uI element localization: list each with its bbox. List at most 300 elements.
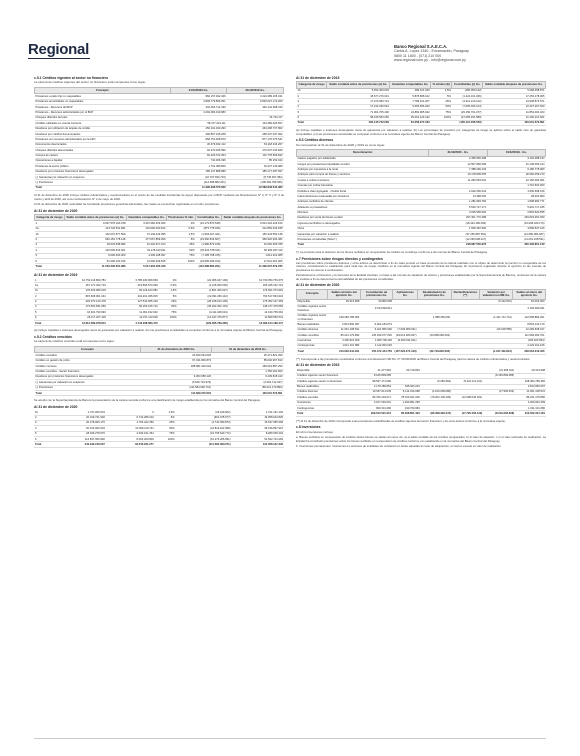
table-cell: 16.301.793.693 bbox=[52, 310, 107, 315]
table-cell: 5.112.016.098 bbox=[392, 389, 421, 394]
table-cell: 3.785.430.969.669 bbox=[107, 278, 159, 283]
bank-info bbox=[394, 44, 554, 63]
table-cell: (2.094.712.347) bbox=[212, 380, 284, 385]
table-cell: 50% bbox=[431, 104, 452, 109]
table-cell: 12.190.765.662 bbox=[229, 310, 284, 315]
table-cell: 215.596.574.093 bbox=[107, 283, 159, 288]
table-cell: Bienes realizables bbox=[297, 322, 328, 327]
table-cell: 5 bbox=[35, 253, 65, 258]
table-cell: 13.948.873.571 bbox=[482, 99, 545, 104]
table-cell: 256.191.343.293 bbox=[170, 126, 226, 131]
table-cell: 5.516.727.171 bbox=[429, 205, 487, 210]
table-cell: 25% bbox=[167, 242, 196, 247]
column-header: Categoría de riesgo bbox=[297, 82, 327, 88]
table-cell: Total bbox=[35, 185, 171, 190]
table-total-row bbox=[35, 264, 284, 269]
table-total-row bbox=[34, 442, 284, 447]
table-cell: 242.942.218.037 bbox=[53, 442, 105, 447]
table-cell: 152.037.577.569 bbox=[64, 232, 126, 237]
column-header: Denominación bbox=[297, 150, 429, 156]
table-cell: (23.173.870.548) bbox=[196, 221, 222, 226]
table-cell: 203.370.140.478 bbox=[52, 299, 107, 304]
table-cell: (8.219.203.628) bbox=[486, 411, 515, 416]
table-cell: 486.101.020 bbox=[390, 88, 431, 93]
table-cell: (9.112.516) bbox=[480, 299, 513, 304]
table-row bbox=[297, 313, 546, 322]
table-cell: 1.814.201.685 bbox=[221, 253, 283, 258]
table-cell: 14.368.000 bbox=[429, 194, 487, 199]
column-header: Variación por valuación en ME Gs. bbox=[480, 289, 513, 299]
table-cell: 213.022.344.181 bbox=[328, 349, 360, 354]
table-cell: (107.523.271.109) bbox=[394, 349, 417, 353]
table-cell: (111.584.090.701) bbox=[140, 385, 212, 390]
table-cell: (1.980.873.108) bbox=[196, 242, 222, 247]
table-total-row bbox=[296, 411, 546, 416]
table-cell: 390.807.166.258 bbox=[170, 132, 226, 137]
table-cell: Disponible bbox=[296, 368, 361, 373]
table-cell: 25% bbox=[431, 99, 452, 104]
table-cell: 1 bbox=[35, 221, 65, 226]
table-cell: 9.303.058.126 bbox=[140, 374, 212, 379]
table-total-row bbox=[297, 242, 546, 247]
table-cell: Total bbox=[34, 442, 53, 447]
section-note: El rubro inversiones incluye: bbox=[296, 429, 334, 434]
table-cell: 4.763.442.356 bbox=[106, 420, 155, 425]
table-cell: 16.247.149.989 bbox=[227, 164, 284, 169]
column-header: % mínimo (b) bbox=[432, 82, 451, 87]
table-cell: 72.149.433.095 bbox=[126, 232, 166, 237]
table-cell: Pérdida a Valor Agregado - Crédito fiscal bbox=[297, 189, 429, 194]
table-cell: 0 bbox=[106, 410, 155, 415]
table-cell: (33.624.578.911) bbox=[196, 248, 222, 253]
table-cell: 138.477.379.556 bbox=[229, 304, 284, 309]
table-cell: 11.390.637.679.785 bbox=[221, 264, 283, 269]
column-header: Constituidas (c) Gs. bbox=[452, 82, 483, 88]
table-cell: 33.545.231.277 bbox=[106, 442, 155, 447]
table-cell: Total bbox=[297, 120, 327, 125]
table-cell: 744.306.336 bbox=[170, 158, 226, 163]
section-note: La cartera de créditos vencidos está compuesta como sigue: bbox=[34, 339, 115, 344]
table-cell: 18.677.279.031 bbox=[327, 94, 390, 99]
table-cell: 2.813.950.097 bbox=[515, 384, 546, 389]
table-cell: 16.178.805.055 bbox=[429, 172, 487, 177]
table-cell: Operaciones a liquidar bbox=[35, 158, 171, 163]
table-cell: 6 bbox=[35, 259, 65, 264]
table-cell bbox=[418, 304, 452, 313]
table-cell: 2 bbox=[34, 415, 53, 420]
table-cell: (37.265.887.551) bbox=[429, 232, 487, 237]
table-cell: 185.137.888.989 bbox=[170, 169, 226, 174]
table-cell: 6.742.286.010 bbox=[106, 415, 155, 420]
table-cell: 1,5% bbox=[155, 410, 176, 415]
table-cell: Previsiones constituidas (Nota f.) bbox=[297, 237, 429, 242]
table-cell: 176.601.673.991 bbox=[229, 288, 284, 293]
table-cell: 1.721.151.102 bbox=[232, 410, 284, 415]
table-cell: Anticipos por impuestos a la renta bbox=[297, 167, 429, 172]
section-title: c.5.1 Créditos vigentes al sector no financiero bbox=[34, 76, 109, 80]
column-header: Saldo contable antes de previsiones (a) Gs. bbox=[327, 82, 390, 88]
column-header: Saldo contable después de previsiones Gs. bbox=[482, 82, 545, 88]
table-cell: (17.909.532) bbox=[486, 389, 515, 394]
table-header-row bbox=[297, 289, 546, 299]
table-cell: 95.203.166.710 bbox=[107, 304, 159, 309]
table-cell: 21.477.962 bbox=[361, 368, 392, 373]
table-cell: 9.937.578.100.158 bbox=[64, 221, 126, 226]
table-cell: (111.584.090.701) bbox=[176, 442, 232, 447]
table-cell: 25% bbox=[159, 299, 178, 304]
table-cell: 112.837.950.960 bbox=[53, 437, 105, 442]
table-cell: 100.009.516.021 bbox=[64, 248, 126, 253]
table-cell: 1.908.982.771 bbox=[487, 199, 545, 204]
bank-logo: Regional bbox=[28, 41, 89, 58]
table-cell: 75% bbox=[155, 431, 176, 436]
table-cell: 3.424.489.165.341 bbox=[227, 94, 284, 99]
table-cell: 1.750.000.000 bbox=[212, 369, 284, 374]
table-cell: 35.196.897.915 bbox=[232, 426, 284, 431]
diversos-table bbox=[296, 149, 546, 248]
table-cell: Créditos en gestión de cobro bbox=[35, 358, 141, 363]
table-cell: Anticipos para compra de bienes y servicios bbox=[297, 172, 429, 177]
table-cell: 1.293.861.299 bbox=[392, 400, 421, 405]
table-cell: 2.803.520.555 bbox=[487, 210, 545, 215]
table-cell: 169.619.887.250 bbox=[212, 364, 284, 369]
table-cell: 793.517.834.934 bbox=[229, 294, 284, 299]
table-cell bbox=[451, 313, 480, 322]
paragraph: a. Bienes recibidos en recuperación de créditos: Estos bienes se valúan al menor de: a) el saldo contable de los créditos recuperados; b) el valor de tasación; o c) el valor estimado de realización. La Entidad ha constituido previsiones sobre los bienes recibidos en recuperación de créditos conforme a lo establecido en la normativa del Banco Central del Paraguay. bbox=[296, 435, 546, 443]
right-column bbox=[296, 74, 546, 451]
table-cell: 4.206.108.097 bbox=[126, 253, 166, 258]
table-cell: Diversos bbox=[297, 210, 429, 215]
table-cell: 1.088.250.000 bbox=[418, 313, 452, 322]
table-cell: (100.121.036.559) bbox=[452, 120, 483, 125]
previsiones-2019 bbox=[296, 368, 546, 416]
table-cell: 1b bbox=[34, 288, 52, 293]
table-cell: (5.649.719.979) bbox=[140, 380, 212, 385]
table-cell: Cargos por prestaciones liquidadas al cobro bbox=[297, 162, 429, 167]
table-cell: 12.567.850.068 bbox=[429, 162, 487, 167]
table-cell: 0% bbox=[159, 278, 178, 283]
table-cell: (12.299.608.017) bbox=[429, 237, 487, 242]
table-cell: 30.379.332.412 bbox=[170, 142, 226, 147]
table-cell: 50% bbox=[167, 248, 196, 253]
table-cell bbox=[328, 304, 360, 313]
table-cell: 1b bbox=[297, 88, 327, 93]
table-cell: Documentos descontados bbox=[35, 142, 171, 147]
table-cell: 175.352.127.369 bbox=[229, 299, 284, 304]
table-cell: 100% bbox=[431, 115, 452, 120]
table-cell: 17.270.083.713 bbox=[327, 99, 390, 104]
table-total-row bbox=[34, 321, 284, 326]
table-cell: (129.485.789.366) bbox=[178, 321, 229, 326]
table-cell: Otros bbox=[297, 226, 429, 231]
table-cell: Cuentas por cobrar bancarias bbox=[297, 183, 429, 188]
column-header: Constituidas Gs. bbox=[197, 214, 220, 219]
table-cell: Créditos morosos bbox=[35, 364, 141, 369]
section-title: Al 31 de diciembre de 2020 bbox=[34, 208, 78, 213]
column-header: Concepto bbox=[35, 346, 141, 352]
table-cell: 134.480.023.557 bbox=[227, 121, 284, 126]
column-header: Categoría de riesgo bbox=[36, 214, 63, 219]
table-cell: 6.186.778.909 bbox=[487, 167, 545, 172]
table-cell: (85.221.179.890) bbox=[212, 385, 284, 390]
column-header: Garantías computables Gs. bbox=[390, 82, 431, 88]
table-cell: 28.046.278.976 bbox=[53, 431, 105, 436]
table-cell: Total bbox=[34, 321, 52, 326]
table-cell: (1.347.442.813) bbox=[480, 349, 513, 354]
table-cell: 0,5% bbox=[159, 283, 178, 288]
table-cell: 213.022.344.181 bbox=[515, 411, 546, 416]
table-cell: 90.129.103.981 bbox=[107, 288, 159, 293]
table-cell: 51.562.744.269 bbox=[232, 437, 284, 442]
section-title: Al 31 de diciembre de 2019 bbox=[296, 363, 340, 368]
table-cell: 60.225.702.364 bbox=[170, 153, 226, 158]
table-cell: 0% bbox=[167, 221, 196, 226]
table-cell: Disponible bbox=[297, 299, 328, 304]
table-cell: 20.278.006.176 bbox=[53, 420, 105, 425]
column-header: Constitución de previsiones Gs. bbox=[360, 289, 393, 299]
table-cell: 8.003.200.806 bbox=[106, 437, 155, 442]
table-cell: 68.195.553.250 bbox=[327, 115, 390, 120]
paragraph: (**) Al 31 de diciembre de 2019 corresponde a las previsiones reclasificadas de créditos vigentes del sector financiero y de otros activos conforme a la normativa vigente. bbox=[296, 418, 506, 423]
table-cell: 342.064.712.430 bbox=[170, 105, 226, 110]
left-column bbox=[34, 74, 284, 451]
table-cell: 10.067.011.045 bbox=[361, 389, 392, 394]
table-cell: (29.150.701.077) bbox=[452, 110, 483, 115]
table-cell: 1.281.893.784 bbox=[429, 199, 487, 204]
vencidos-risk-2020 bbox=[34, 410, 284, 448]
section-title: Al 31 de diciembre de 2020 bbox=[296, 283, 340, 288]
table-cell: (1.801.406.027) bbox=[178, 288, 229, 293]
table-cell: 993.181.778.148 bbox=[64, 237, 126, 242]
table-cell: (7.185.798.315) bbox=[196, 253, 222, 258]
table-cell: 1,5% bbox=[167, 232, 196, 237]
table-cell: 18.033.538.893 bbox=[64, 242, 126, 247]
table-cell: 85.221.179.890 bbox=[328, 333, 360, 338]
table-cell: 50% bbox=[155, 426, 176, 431]
table-cell: 4 bbox=[35, 248, 65, 253]
table-cell: 21.148.066.214 bbox=[487, 162, 545, 167]
table-cell: 101.090.020.812 bbox=[126, 226, 166, 231]
table-cell: Créditos vencidos - Sector financiero bbox=[35, 369, 141, 374]
table-cell: 5 bbox=[297, 110, 327, 115]
table-cell: (-) Previsiones bbox=[35, 180, 171, 185]
table-cell: 63.719.803 bbox=[392, 368, 421, 373]
table-cell: Créditos vencidos bbox=[35, 353, 141, 358]
table-cell: 12.483.104.189.447 bbox=[229, 321, 284, 326]
table-cell: 10.730.050.753.675 bbox=[229, 278, 284, 283]
table-cell: Total bbox=[35, 391, 141, 396]
table-cell: 5 bbox=[34, 310, 52, 315]
table-cell: Adelantos a proveedores bbox=[297, 205, 429, 210]
table-cell: 6 bbox=[297, 115, 327, 120]
table-cell: 1.011.101.080 bbox=[515, 406, 546, 411]
table-cell: 6 bbox=[34, 315, 52, 320]
table-cell: (4.100.009.080) bbox=[421, 389, 452, 394]
table-cell: Préstamos con recursos administrados por la AFD bbox=[35, 137, 171, 142]
table-cell: (33.808.082.002) bbox=[418, 333, 452, 338]
table-cell: 1,5% bbox=[431, 88, 452, 93]
table-cell: Préstamos al sector público bbox=[35, 164, 171, 169]
table-cell: 24.882.965.022 bbox=[390, 110, 431, 115]
table-cell: 92.370.326.590 bbox=[170, 148, 226, 153]
table-cell: 467.171.402.719 bbox=[52, 283, 107, 288]
column-header: 31/12/2020 Gs. bbox=[170, 88, 226, 94]
table-cell: 25.471.821.450 bbox=[212, 353, 284, 358]
paragraph: Se acordó con la Superintendencia de Bancos la presentación de la cartera vencida conforme a la clasificación de riesgo establecida por la normativa del Banco Central del Paraguay. bbox=[34, 398, 261, 403]
column-header: 31/12/2020 - Gs. bbox=[429, 150, 487, 156]
table-cell: Bienes realizables bbox=[296, 384, 361, 389]
table-cell: 58.477.224.111 bbox=[170, 121, 226, 126]
table-cell: 100.001.573.891 bbox=[482, 120, 545, 125]
section-title: Al 31 de diciembre de 2020 bbox=[34, 404, 78, 409]
table-cell: 877.170.075.541 bbox=[227, 137, 284, 142]
table-cell: 4.307.082.533.006 bbox=[126, 221, 166, 226]
column-header: Concepto bbox=[35, 88, 171, 94]
table-cell: 3 bbox=[35, 242, 65, 247]
table-cell: 1.905.706.118 bbox=[360, 338, 393, 343]
table-cell: 60.013.000.004 bbox=[53, 426, 105, 431]
table-cell: (18.423.180.090) bbox=[429, 221, 487, 226]
table-cell: Cheques diferidos del país bbox=[35, 115, 171, 120]
column-header: Saldos al inicio del ejercicio Gs. bbox=[328, 289, 360, 299]
table-cell: 4.400.901.309 bbox=[515, 400, 546, 405]
table-cell: 270.037.043.845 bbox=[227, 148, 284, 153]
column-header: Garantías computables Gs. bbox=[128, 214, 165, 219]
bank-phone: 0800 11 1800 - (071) 210 000 bbox=[394, 53, 442, 58]
table-cell: 11.260.654.022 bbox=[429, 178, 487, 183]
table-cell: Créditos vencidos bbox=[296, 395, 361, 400]
table-cell: 1.747.260.019 bbox=[53, 410, 105, 415]
section-title: c.8 Inversiones bbox=[296, 425, 321, 430]
section-note: La cartera de créditos vigentes del sector no financiero está compuesta como sigue: bbox=[34, 80, 146, 85]
table-cell: 85.308.851.433 bbox=[392, 411, 421, 416]
table-cell: 5.665.656.020 bbox=[390, 104, 431, 109]
table-cell: (26.109.902) bbox=[176, 410, 232, 415]
table-cell: 5.454.409.003 bbox=[327, 88, 390, 93]
table-cell: 63.118.103.267 bbox=[227, 142, 284, 147]
table-cell: 2 bbox=[35, 237, 65, 242]
column-header: Saldo contable antes de previsiones (a) Gs. bbox=[64, 214, 126, 220]
table-cell: 131.358.127.336 bbox=[232, 442, 284, 447]
table-cell: 8.169.899.085 bbox=[361, 373, 392, 378]
table-cell: 20.066.259.270 bbox=[487, 172, 545, 177]
table-cell: 33.800.608 bbox=[360, 299, 393, 304]
table-cell: 4 bbox=[34, 304, 52, 309]
table-cell: 1a bbox=[34, 283, 52, 288]
table-cell: Deudores por créditos documentarios bbox=[35, 132, 171, 137]
table-cell: (47.095.451.589) bbox=[452, 115, 483, 120]
table-cell: 97.431.800.873 bbox=[140, 358, 212, 363]
table-cell: (7.009.980.021) bbox=[393, 327, 418, 332]
table-cell: 7.789.614.207 bbox=[390, 99, 431, 104]
table-cell: (193.403.594) bbox=[513, 338, 546, 343]
table-cell: (16.068.180.176) bbox=[487, 221, 545, 226]
vencidos-risk-2019 bbox=[296, 81, 546, 126]
table-cell: 11.869.550.541 bbox=[229, 315, 284, 320]
table-cell: (22.066.047.109) bbox=[178, 278, 229, 283]
table-cell: 75% bbox=[167, 253, 196, 258]
table-cell: 200.145.742.039 bbox=[327, 120, 390, 125]
table-cell: 330.144.368.430 bbox=[227, 105, 284, 110]
table-cell: 1.011.101.080 bbox=[328, 343, 360, 348]
table-cell: 249.603.481.690 bbox=[487, 215, 545, 220]
table-cell: 6.846.027.172.260 bbox=[227, 99, 284, 104]
table-cell: 9.914.404.229.610 bbox=[221, 221, 283, 226]
bank-web: www.regional.com.py - info@regional.com.py bbox=[394, 58, 466, 63]
table-cell: 969.920.934.481 bbox=[221, 237, 283, 242]
table-cell: 173.500.831.659 bbox=[52, 304, 107, 309]
table-cell: 66.384.937.110 bbox=[221, 248, 283, 253]
vigentes-table bbox=[34, 87, 284, 191]
table-cell: Total bbox=[296, 411, 361, 416]
table-cell: 16.052.665.785 bbox=[221, 242, 283, 247]
table-cell: 178.403.080.018 bbox=[52, 288, 107, 293]
table-cell: 213.726.811.681 bbox=[64, 226, 126, 231]
table-cell: (1.126.300.000) bbox=[178, 283, 229, 288]
table-cell: (24.816.102.089) bbox=[176, 426, 232, 431]
table-cell: 5.878.868.102 bbox=[390, 94, 431, 99]
table-cell: 3.107.040.010 bbox=[361, 400, 392, 405]
table-cell: 9.000.000.000 bbox=[64, 253, 126, 258]
table-cell: 820.331.096 bbox=[361, 406, 392, 411]
table-cell: 6.004.184.073 bbox=[360, 322, 393, 327]
vencidos-table bbox=[34, 346, 284, 396]
table-cell: 81.058.271.533 bbox=[390, 120, 431, 125]
table-cell: 260.436.851.139 bbox=[487, 242, 545, 247]
table-cell bbox=[155, 442, 176, 447]
table-cell: Préstamos - Recursos administrados por el BCP bbox=[35, 110, 171, 115]
table-cell: 24.690.034.025 bbox=[140, 353, 212, 358]
table-cell: (28.018.013.109) bbox=[178, 299, 229, 304]
table-cell: 78.013.021.006 bbox=[392, 395, 421, 400]
table-cell: (961.078.077) bbox=[176, 415, 232, 420]
table-cell: (94.013.280.067) bbox=[393, 333, 418, 338]
table-cell: Contingencias bbox=[297, 343, 328, 348]
table-cell: Créditos diversos bbox=[296, 389, 361, 394]
table-cell: (10.767.690.723) bbox=[170, 175, 226, 180]
paragraph: Las previsiones sobre préstamos dudosos y otros activos se determinan a fin de cada período en base al estudio de la cartera realizado con el objeto de determinar la porción no recuperable de los mismos, considerando lo establecido para cada tipo de riesgo crediticio en la normativa vigente del Banco Central del Paraguay. El movimiento registrado durante el ejercicio en las cuentas de previsiones se resume a continuación. bbox=[296, 260, 546, 272]
table-cell: 1.716.600.000 bbox=[487, 183, 545, 188]
table-cell: (83.308.392.247) bbox=[421, 411, 452, 416]
risk-table-2020 bbox=[34, 214, 284, 270]
table-cell: 1b bbox=[35, 232, 65, 237]
table-cell: 960.157.942.329 bbox=[170, 94, 226, 99]
table-cell: 185.177.487.997 bbox=[227, 169, 284, 174]
table-cell: (-) Previsiones bbox=[35, 385, 141, 390]
table-cell: Créditos vigentes sector financiero bbox=[296, 373, 361, 378]
table-cell: (23.260.843.667) bbox=[196, 237, 222, 242]
section-note: Su composición al 31 de diciembre de 2020 y 2019 es como sigue: bbox=[296, 142, 386, 147]
table-cell: 4 bbox=[297, 104, 327, 109]
table-cell: 2.164.826.811 bbox=[513, 304, 546, 313]
table-cell: (7.095.033.124) bbox=[452, 104, 483, 109]
table-cell: Inversiones bbox=[297, 338, 328, 343]
table-cell: 1.505.487.900 bbox=[429, 226, 487, 231]
table-cell: Ganancias por valuación a realizar bbox=[297, 232, 429, 237]
table-cell: Ingresos percibidos no devengados bbox=[297, 221, 429, 226]
table-row bbox=[297, 304, 546, 313]
column-header: Saldos al cierre del ejercicio Gs. bbox=[513, 289, 546, 299]
table-cell: 12.096.209.815 bbox=[126, 259, 166, 264]
table-cell: 108.484.789.366 bbox=[515, 379, 546, 384]
table-cell: (873.778.046) bbox=[196, 226, 222, 231]
table-cell: (26.618.585) bbox=[480, 327, 513, 332]
table-cell: (8.745.937.382) bbox=[227, 175, 284, 180]
table-cell: (1.424.101.026) bbox=[452, 94, 483, 99]
table-cell: (33.065.099.010) bbox=[196, 259, 222, 264]
table-cell: 100% bbox=[155, 437, 176, 442]
table-cell: 0,5% bbox=[167, 226, 196, 231]
